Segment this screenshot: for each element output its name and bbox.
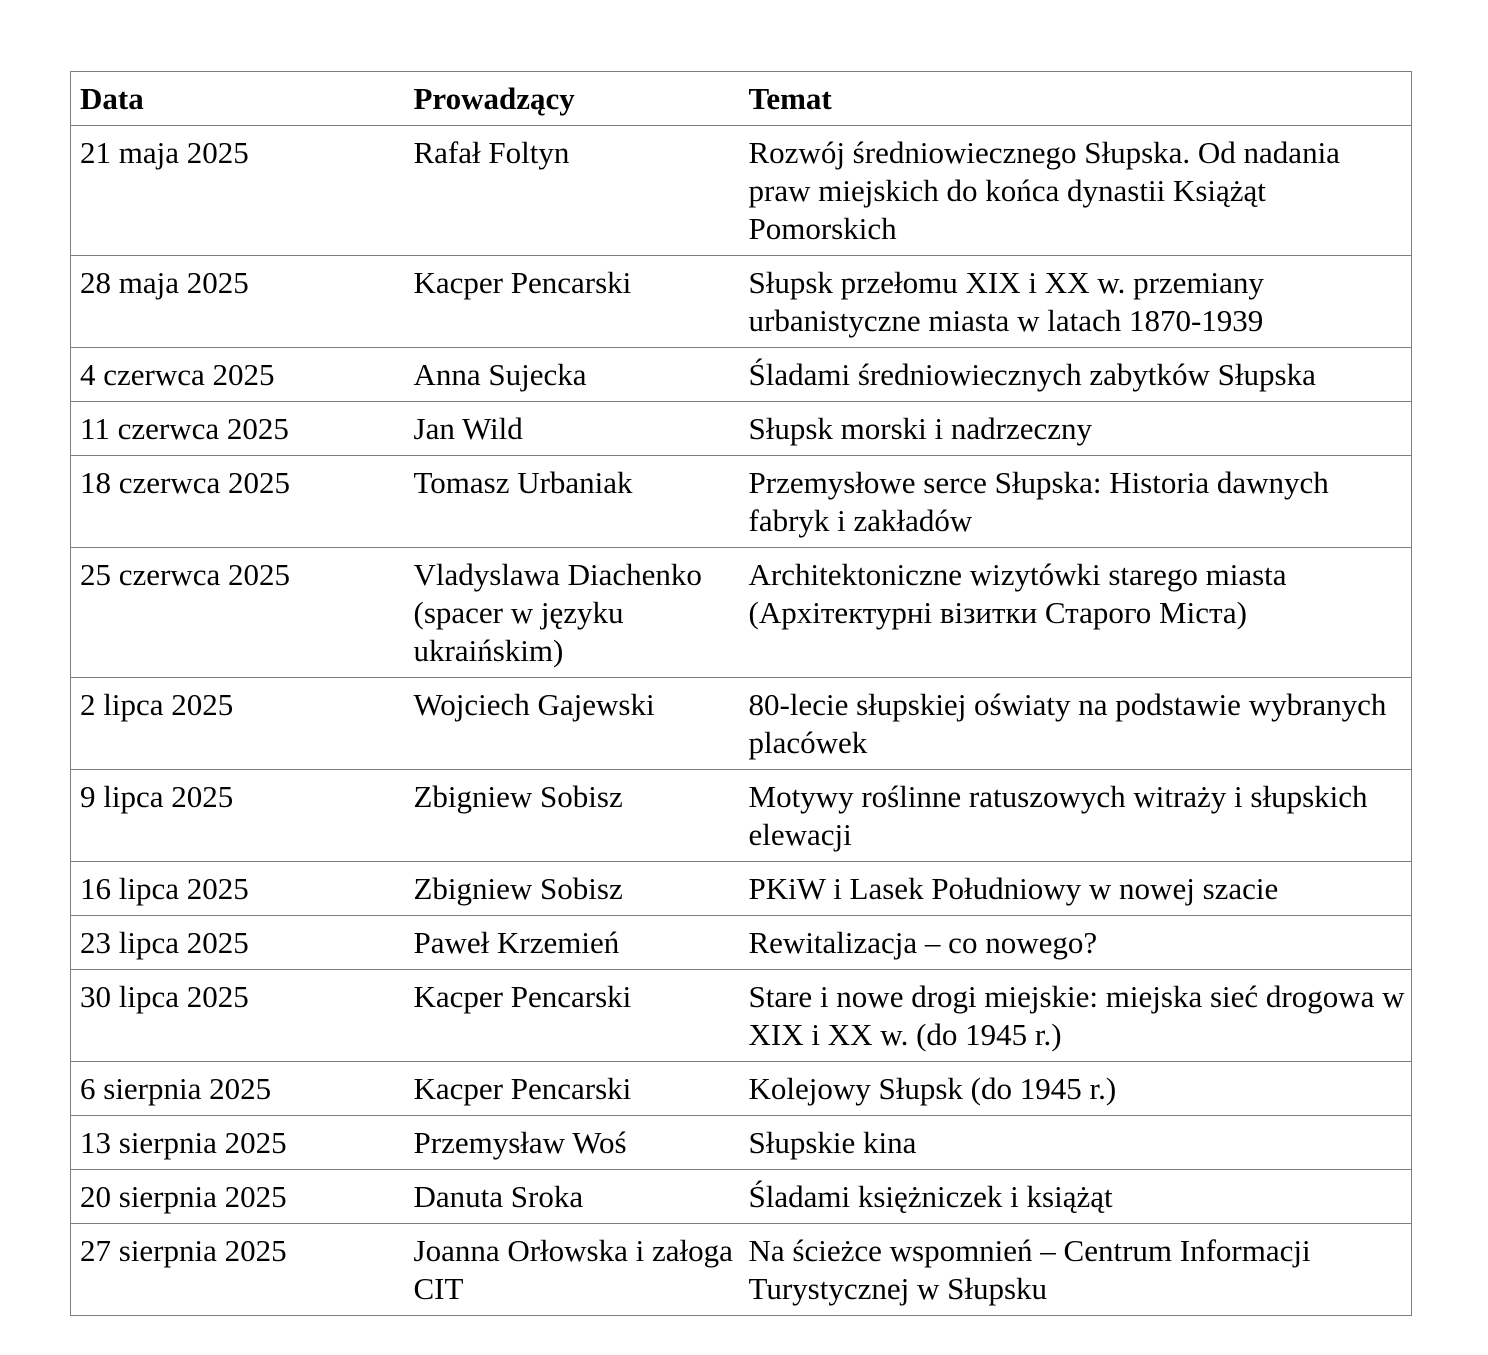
table-row — [71, 678, 1412, 770]
date-cell: 25 czerwca 2025 — [71, 548, 405, 678]
topic-cell: Architektoniczne wizytówki starego miasta (Архітектурні візитки Старого Міста) — [740, 548, 1412, 678]
host-cell: Joanna Orłowska i załoga CIT — [405, 1224, 740, 1316]
host-cell: Kacper Pencarski — [405, 256, 740, 348]
date-cell: 20 sierpnia 2025 — [71, 1170, 405, 1224]
host-cell: Danuta Sroka — [405, 1170, 740, 1224]
header-date: Data — [71, 72, 405, 126]
table-row — [71, 1224, 1412, 1316]
host-cell: Rafał Foltyn — [405, 126, 740, 256]
table-row — [71, 1116, 1412, 1170]
table-row — [71, 348, 1412, 402]
host-cell: Paweł Krzemień — [405, 916, 740, 970]
table-row — [71, 456, 1412, 548]
header-row — [71, 72, 1412, 126]
date-cell: 27 sierpnia 2025 — [71, 1224, 405, 1316]
table-row — [71, 548, 1412, 678]
table-row — [71, 1170, 1412, 1224]
date-cell: 4 czerwca 2025 — [71, 348, 405, 402]
table-row — [71, 970, 1412, 1062]
topic-cell: Kolejowy Słupsk (do 1945 r.) — [740, 1062, 1412, 1116]
table-row — [71, 402, 1412, 456]
host-cell: Jan Wild — [405, 402, 740, 456]
topic-cell: Motywy roślinne ratuszowych witraży i słupskich elewacji — [740, 770, 1412, 862]
table-row — [71, 1062, 1412, 1116]
topic-cell: Śladami księżniczek i książąt — [740, 1170, 1412, 1224]
table-row — [71, 256, 1412, 348]
host-cell: Przemysław Woś — [405, 1116, 740, 1170]
host-cell: Anna Sujecka — [405, 348, 740, 402]
date-cell: 28 maja 2025 — [71, 256, 405, 348]
date-cell: 23 lipca 2025 — [71, 916, 405, 970]
date-cell: 13 sierpnia 2025 — [71, 1116, 405, 1170]
table-row — [71, 126, 1412, 256]
date-cell: 16 lipca 2025 — [71, 862, 405, 916]
host-cell: Kacper Pencarski — [405, 970, 740, 1062]
topic-cell: Na ścieżce wspomnień – Centrum Informacji Turystycznej w Słupsku — [740, 1224, 1412, 1316]
table-row — [71, 916, 1412, 970]
host-cell: Tomasz Urbaniak — [405, 456, 740, 548]
host-cell: Zbigniew Sobisz — [405, 862, 740, 916]
host-cell: Wojciech Gajewski — [405, 678, 740, 770]
host-cell: Zbigniew Sobisz — [405, 770, 740, 862]
date-cell: 21 maja 2025 — [71, 126, 405, 256]
topic-cell: Słupsk przełomu XIX i XX w. przemiany urbanistyczne miasta w latach 1870-1939 — [740, 256, 1412, 348]
date-cell: 6 sierpnia 2025 — [71, 1062, 405, 1116]
table-row — [71, 862, 1412, 916]
topic-cell: PKiW i Lasek Południowy w nowej szacie — [740, 862, 1412, 916]
table-header — [71, 72, 1412, 126]
topic-cell: Rozwój średniowiecznego Słupska. Od nadania praw miejskich do końca dynastii Książąt Pomorskich — [740, 126, 1412, 256]
date-cell: 11 czerwca 2025 — [71, 402, 405, 456]
header-host: Prowadzący — [405, 72, 740, 126]
topic-cell: Słupsk morski i nadrzeczny — [740, 402, 1412, 456]
topic-cell: Stare i nowe drogi miejskie: miejska sieć drogowa w XIX i XX w. (do 1945 r.) — [740, 970, 1412, 1062]
host-cell: Vladyslawa Diachenko (spacer w języku ukraińskim) — [405, 548, 740, 678]
topic-cell: Rewitalizacja – co nowego? — [740, 916, 1412, 970]
date-cell: 9 lipca 2025 — [71, 770, 405, 862]
table-body — [71, 126, 1412, 1316]
date-cell: 18 czerwca 2025 — [71, 456, 405, 548]
date-cell: 2 lipca 2025 — [71, 678, 405, 770]
topic-cell: 80-lecie słupskiej oświaty na podstawie wybranych placówek — [740, 678, 1412, 770]
topic-cell: Śladami średniowiecznych zabytków Słupska — [740, 348, 1412, 402]
topic-cell: Przemysłowe serce Słupska: Historia dawnych fabryk i zakładów — [740, 456, 1412, 548]
topic-cell: Słupskie kina — [740, 1116, 1412, 1170]
header-topic: Temat — [740, 72, 1412, 126]
table-row — [71, 770, 1412, 862]
date-cell: 30 lipca 2025 — [71, 970, 405, 1062]
schedule-table — [70, 71, 1412, 1316]
host-cell: Kacper Pencarski — [405, 1062, 740, 1116]
